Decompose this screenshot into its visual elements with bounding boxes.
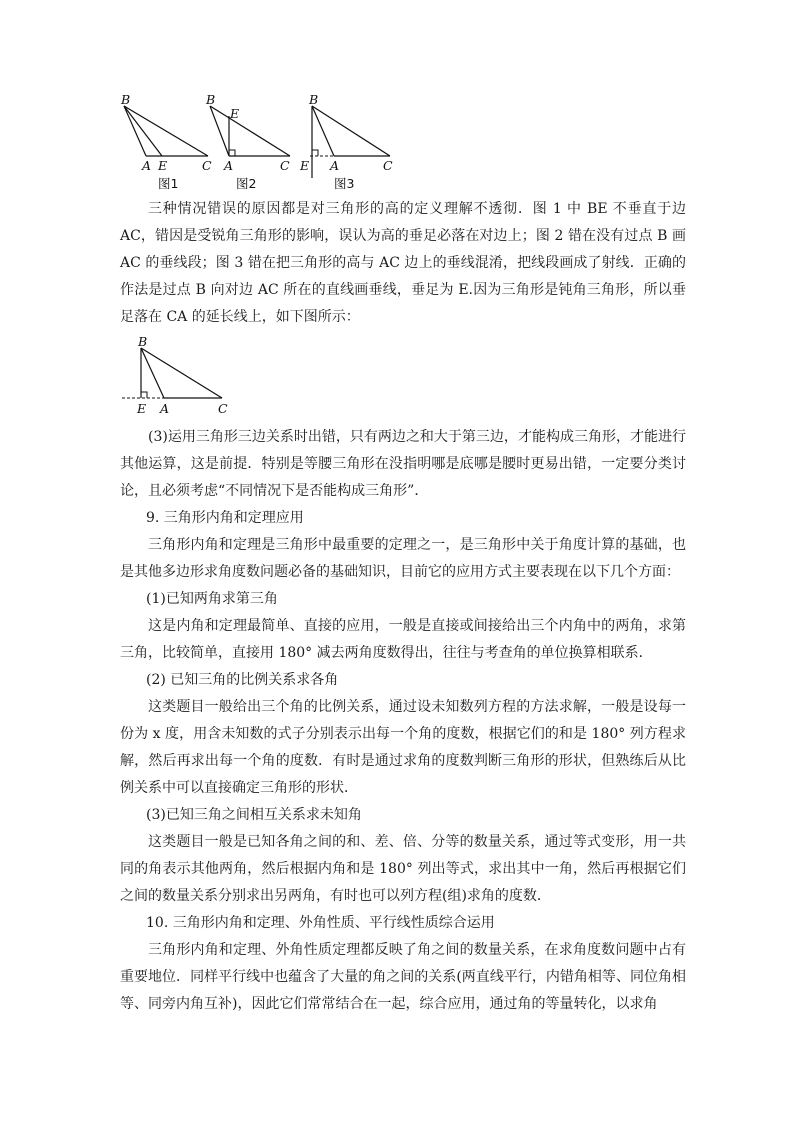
heading-section-10: 10. 三角形内角和定理、外角性质、平行线性质综合运用 [146,915,495,931]
figure-2 [205,92,290,191]
fig1-label-B: B [121,92,131,107]
fig3-right-angle-mark [312,150,318,156]
paragraph-sub-3: 这类题目一般是已知各角之间的和、差、倍、分等的数量关系，通过等式变形，用一共同的角表示其他两角，然后根据内角和是 180° 列出等式，求出其中一角，然后再根据它们之间的数量关系分别求出另两角，有时也可以列方程(组)求角的度数． [120,834,686,904]
fig4-label-B: B [138,334,148,349]
fig3-side-BC [312,106,390,156]
figure-1 [120,92,212,191]
fig2-label-B: B [206,92,216,107]
fig1-label-E: E [158,158,168,173]
figures-1-2-3 [112,88,412,198]
figure-row-errors [112,88,412,198]
fig2-label-E: E [230,106,240,121]
fig4-label-E: E [137,401,147,416]
paragraph-sub-2: 这类题目一般给出三个角的比例关系，通过设未知数列方程的方法求解，一般是设每一份为 x 度，用含未知数的式子分别表示出每一个角的度数，根据它们的和是 180° 列方程求解，然后再求出每一个角的度数．有时是通过求角的度数判断三角形的形状，但熟练后从比例关系中可以直接确定三角形的形状． [120,699,686,796]
fig3-label-B: B [309,92,319,107]
paragraph-section-9: 三角形内角和定理是三角形中最重要的定理之一，是三角形中关于角度计算的基础，也是其他多边形求角度数问题必备的基础知识，目前它的应用方式主要表现在以下几个方面： [120,537,686,580]
heading-section-9: 9. 三角形内角和定理应用 [146,510,304,526]
figure-3 [299,92,393,191]
fig4-right-angle-mark [141,392,147,398]
fig2-label-A: A [224,158,234,173]
paragraph-triangle-inequality: (3)运用三角形三边关系时出错，只有两边之和大于第三边，才能构成三角形，才能进行其他运算，这是前提．特别是等腰三角形在没指明哪是底哪是腰时更易出错，一定要分类讨论，且必须考虑“不同情况下是否能构成三角形”． [120,429,686,499]
fig3-label-C: C [383,158,393,173]
fig2-side-BC [210,106,290,156]
fig2-side-BA [210,106,229,156]
subheading-2: (2) 已知三角的比例关系求各角 [146,672,339,688]
subheading-1: (1)已知两角求第三角 [146,591,278,607]
fig4-label-C: C [218,401,228,416]
fig1-side-BC [124,106,208,156]
paragraph-error-analysis: 三种情况错误的原因都是对三角形的高的定义理解不透彻．图 1 中 BE 不垂直于边 AC，错因是受锐角三角形的影响，误认为高的垂足必落在对边上；图 2 错在没有过点 B 画 AC 的垂线段；图 3 错在把三角形的高与 AC 边上的垂线混淆，把线段画成了射线．正确的作法是过点 B 向对边 AC 所在的直线画垂线，垂足为 E.因为三角形是钝角三角形，所以垂足落在 CA 的延长线上，如下图所示： [120,201,686,325]
paragraph-sub-1: 这是内角和定理最简单、直接的应用，一般是直接或间接给出三个内角中的两角，求第三角，比较简单，直接用 180° 减去两角度数得出，往往与考查角的单位换算相联系． [120,618,686,661]
fig1-label-A: A [142,158,152,173]
fig2-caption: 图2 [236,176,257,191]
fig3-label-A: A [330,158,340,173]
fig2-label-C: C [280,158,290,173]
subheading-3: (3)已知三角之间相互关系求未知角 [146,807,362,823]
figure-4 [112,330,252,418]
fig2-right-angle-mark [229,150,235,156]
fig3-label-E: E [300,158,310,173]
fig1-label-C: C [202,158,212,173]
paragraph-section-10: 三角形内角和定理、外角性质定理都反映了角之间的数量关系，在求角度数问题中占有重要地位．同样平行线中也蕴含了大量的角之间的关系(两直线平行，内错角相等、同位角相等、同旁内角互补)，因此它们常常结合在一起，综合应用，通过角的等量转化，以求角 [120,942,686,1012]
fig3-caption: 图3 [334,176,355,191]
fig1-caption: 图1 [158,176,179,191]
figure-correct-altitude [112,330,252,418]
fig4-label-A: A [160,401,170,416]
